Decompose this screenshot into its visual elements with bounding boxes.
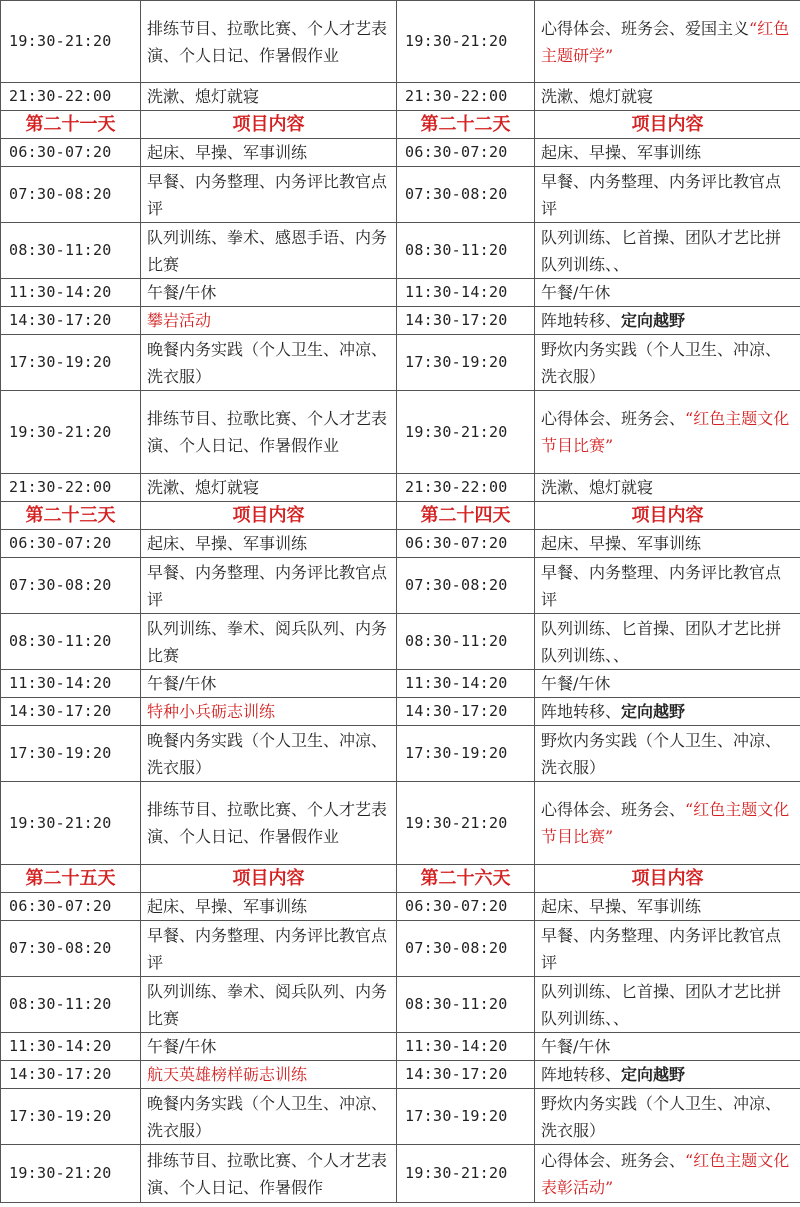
activity-cell [535,893,800,921]
activity-cell [141,335,397,391]
content-segment: 午餐/午休 [147,674,217,693]
activity-cell [535,1033,800,1061]
content-segment: “红色主题文化表彰活动” [541,1150,790,1197]
activity-cell [535,167,800,223]
table-row [1,1145,800,1203]
content-segment: 心得体会、班务会、 [541,409,686,428]
table-row [1,670,800,698]
table-row [1,1033,800,1061]
time-slot: 19:30-21:20 [397,1,535,83]
time-slot: 06:30-07:20 [1,530,141,558]
time-slot: 08:30-11:20 [397,977,535,1033]
activity-cell [141,83,397,111]
activity-cell [141,977,397,1033]
day-label: 第二十五天 [1,865,141,893]
content-segment: 早餐、内务整理、内务评比教官点评 [147,925,388,972]
time-slot: 08:30-11:20 [397,614,535,670]
table-row [1,614,800,670]
time-slot: 19:30-21:20 [1,1,141,83]
activity-cell [535,139,800,167]
day-label: 第二十四天 [397,502,535,530]
time-slot: 14:30-17:20 [1,307,141,335]
activity-cell [535,335,800,391]
column-heading: 项目内容 [141,111,397,139]
activity-cell [535,1061,800,1089]
time-slot: 07:30-08:20 [397,167,535,223]
time-slot: 21:30-22:00 [397,474,535,502]
content-segment: 排练节目、拉歌比赛、个人才艺表演、个人日记、作暑假作业 [147,800,388,846]
activity-cell [141,782,397,865]
time-slot: 11:30-14:20 [397,670,535,698]
activity-cell [535,223,800,279]
activity-cell [535,279,800,307]
content-segment: 晚餐内务实践（个人卫生、冲凉、洗衣服） [147,1093,388,1140]
time-slot: 14:30-17:20 [1,698,141,726]
content-segment: 排练节目、拉歌比赛、个人才艺表演、个人日记、作暑假作业 [147,409,388,455]
content-segment: 午餐/午休 [147,1037,217,1056]
activity-cell [141,1089,397,1145]
time-slot: 19:30-21:20 [397,391,535,474]
content-segment: 阵地转移、 [541,1065,622,1084]
table-row [1,782,800,865]
table-row [1,558,800,614]
time-slot: 21:30-22:00 [397,83,535,111]
table-row [1,83,800,111]
table-row [1,977,800,1033]
time-slot: 19:30-21:20 [397,1145,535,1203]
activity-cell [535,782,800,865]
time-slot: 19:30-21:20 [1,782,141,865]
table-row [1,139,800,167]
content-segment: 队列训练、拳术、阅兵队列、内务比赛 [147,981,388,1028]
table-row [1,279,800,307]
content-segment: 起床、早操、军事训练 [147,534,308,553]
activity-cell [535,1,800,83]
time-slot: 08:30-11:20 [397,223,535,279]
activity-cell [141,167,397,223]
content-segment: 心得体会、班务会、 [541,1150,686,1170]
time-slot: 21:30-22:00 [1,83,141,111]
content-segment: 定向越野 [621,311,686,330]
time-slot: 11:30-14:20 [1,279,141,307]
time-slot: 08:30-11:20 [1,223,141,279]
content-segment: 特种小兵砺志训练 [147,702,276,721]
activity-cell [141,307,397,335]
time-slot: 14:30-17:20 [397,1061,535,1089]
content-segment: “红色主题文化节目比赛” [541,800,790,846]
activity-cell [535,726,800,782]
activity-cell [141,558,397,614]
time-slot: 14:30-17:20 [397,307,535,335]
time-slot: 17:30-19:20 [1,335,141,391]
content-segment: 午餐/午休 [541,1037,611,1056]
table-row [1,474,800,502]
activity-cell [535,307,800,335]
content-segment: 起床、早操、军事训练 [147,143,308,162]
activity-cell [141,614,397,670]
content-segment: “红色主题文化节目比赛” [541,409,790,455]
day-header-row [1,865,800,893]
time-slot: 17:30-19:20 [397,335,535,391]
content-segment: 队列训练、拳术、阅兵队列、内务比赛 [147,618,388,665]
column-heading: 项目内容 [535,111,800,139]
time-slot: 06:30-07:20 [397,139,535,167]
content-segment: 航天英雄榜样砺志训练 [147,1065,308,1084]
activity-cell [141,1033,397,1061]
content-segment: 午餐/午休 [541,674,611,693]
content-segment: 定向越野 [621,1065,686,1084]
content-segment: 起床、早操、军事训练 [541,534,702,553]
table-row [1,307,800,335]
day-header-row [1,111,800,139]
activity-cell [141,726,397,782]
table-row [1,726,800,782]
content-segment: 野炊内务实践（个人卫生、冲凉、洗衣服） [541,339,782,386]
content-segment: 洗漱、熄灯就寝 [541,478,654,497]
table-row [1,335,800,391]
activity-cell [141,474,397,502]
time-slot: 11:30-14:20 [1,1033,141,1061]
time-slot: 07:30-08:20 [1,921,141,977]
time-slot: 17:30-19:20 [1,726,141,782]
content-segment: 晚餐内务实践（个人卫生、冲凉、洗衣服） [147,730,388,777]
content-segment: 起床、早操、军事训练 [541,897,702,916]
time-slot: 19:30-21:20 [397,782,535,865]
time-slot: 11:30-14:20 [397,1033,535,1061]
activity-cell [535,977,800,1033]
content-segment: 排练节目、拉歌比赛、个人才艺表演、个人日记、作暑假作 [147,1150,388,1197]
content-segment: 阵地转移、 [541,702,622,721]
content-segment: 早餐、内务整理、内务评比教官点评 [541,171,782,218]
content-segment: 晚餐内务实践（个人卫生、冲凉、洗衣服） [147,339,388,386]
table-row [1,391,800,474]
activity-cell [141,698,397,726]
schedule-body [1,1,800,1203]
content-segment: 早餐、内务整理、内务评比教官点评 [147,171,388,218]
activity-cell [141,279,397,307]
time-slot: 14:30-17:20 [397,698,535,726]
day-label: 第二十二天 [397,111,535,139]
content-segment: 洗漱、熄灯就寝 [147,478,260,497]
table-row [1,223,800,279]
time-slot: 06:30-07:20 [397,530,535,558]
activity-cell [141,223,397,279]
content-segment: 定向越野 [621,702,686,721]
table-row [1,921,800,977]
day-label: 第二十三天 [1,502,141,530]
day-header-row [1,502,800,530]
activity-cell [141,391,397,474]
content-segment: 早餐、内务整理、内务评比教官点评 [541,925,782,972]
time-slot: 11:30-14:20 [1,670,141,698]
time-slot: 08:30-11:20 [1,614,141,670]
activity-cell [535,698,800,726]
content-segment: 早餐、内务整理、内务评比教官点评 [147,562,388,609]
content-segment: 洗漱、熄灯就寝 [541,87,654,106]
content-segment: 阵地转移、 [541,311,622,330]
activity-cell [535,83,800,111]
column-heading: 项目内容 [141,502,397,530]
activity-cell [535,614,800,670]
activity-cell [141,1,397,83]
column-heading: 项目内容 [535,502,800,530]
column-heading: 项目内容 [535,865,800,893]
content-segment: 队列训练、拳术、感恩手语、内务比赛 [147,227,388,274]
time-slot: 06:30-07:20 [1,893,141,921]
content-segment: 队列训练、匕首操、团队才艺比拼队列训练、、 [541,618,782,665]
time-slot: 08:30-11:20 [1,977,141,1033]
content-segment: “红色主题研学” [541,18,790,65]
table-row [1,167,800,223]
activity-cell [141,893,397,921]
time-slot: 21:30-22:00 [1,474,141,502]
time-slot: 19:30-21:20 [1,1145,141,1203]
content-segment: 野炊内务实践（个人卫生、冲凉、洗衣服） [541,730,782,777]
content-segment: 心得体会、班务会、 [541,800,686,819]
activity-cell [141,1061,397,1089]
activity-cell [141,139,397,167]
table-row [1,698,800,726]
activity-cell [141,530,397,558]
activity-cell [141,670,397,698]
activity-cell [141,921,397,977]
time-slot: 06:30-07:20 [397,893,535,921]
table-row [1,1061,800,1089]
activity-cell [535,391,800,474]
content-segment: 起床、早操、军事训练 [541,143,702,162]
time-slot: 19:30-21:20 [1,391,141,474]
content-segment: 午餐/午休 [541,283,611,302]
time-slot: 14:30-17:20 [1,1061,141,1089]
activity-cell [535,1089,800,1145]
day-label: 第二十六天 [397,865,535,893]
content-segment: 午餐/午休 [147,283,217,302]
content-segment: 队列训练、匕首操、团队才艺比拼队列训练、、 [541,227,782,274]
time-slot: 07:30-08:20 [1,558,141,614]
column-heading: 项目内容 [141,865,397,893]
content-segment: 早餐、内务整理、内务评比教官点评 [541,562,782,609]
content-segment: 排练节目、拉歌比赛、个人才艺表演、个人日记、作暑假作业 [147,18,388,65]
content-segment: 起床、早操、军事训练 [147,897,308,916]
content-segment: 野炊内务实践（个人卫生、冲凉、洗衣服） [541,1093,782,1140]
table-row [1,1,800,83]
table-row [1,1089,800,1145]
content-segment: 心得体会、班务会、爱国主义 [541,18,750,38]
time-slot: 11:30-14:20 [397,279,535,307]
activity-cell [535,530,800,558]
activity-cell [535,921,800,977]
activity-cell [535,558,800,614]
time-slot: 07:30-08:20 [1,167,141,223]
time-slot: 17:30-19:20 [397,1089,535,1145]
time-slot: 17:30-19:20 [1,1089,141,1145]
time-slot: 17:30-19:20 [397,726,535,782]
time-slot: 07:30-08:20 [397,921,535,977]
activity-cell [535,474,800,502]
content-segment: 攀岩活动 [147,311,212,330]
activity-cell [535,670,800,698]
day-label: 第二十一天 [1,111,141,139]
activity-cell [535,1145,800,1203]
content-segment: 队列训练、匕首操、团队才艺比拼队列训练、、 [541,981,782,1028]
table-row [1,530,800,558]
content-segment: 洗漱、熄灯就寝 [147,87,260,106]
time-slot: 06:30-07:20 [1,139,141,167]
time-slot: 07:30-08:20 [397,558,535,614]
activity-cell [141,1145,397,1203]
table-row [1,893,800,921]
